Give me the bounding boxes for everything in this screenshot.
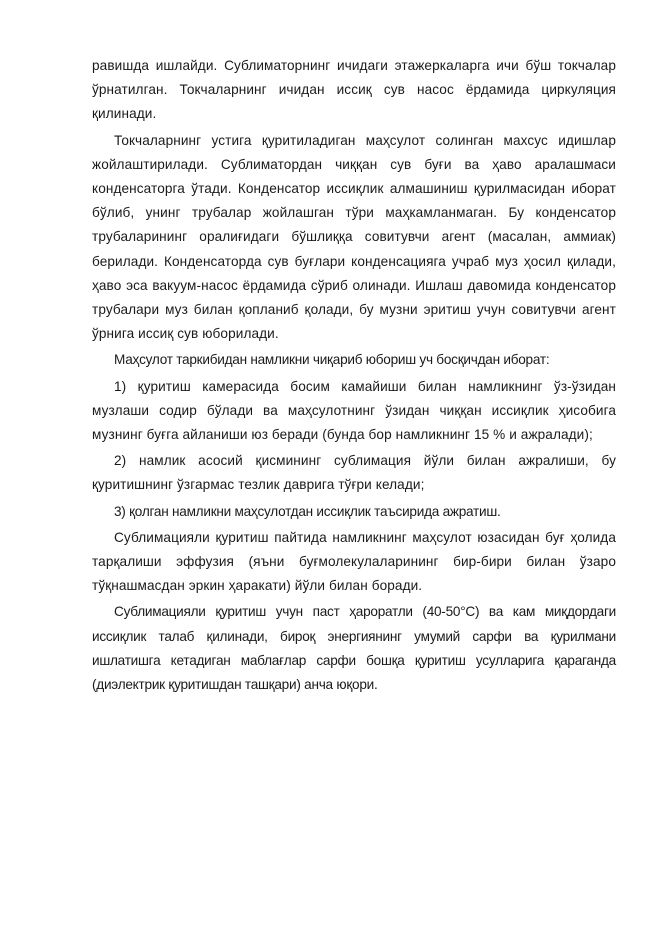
paragraph-stage-1: 1) қуритиш камерасида босим камайиши билан намликнинг ўз-ўзидан музлаши содир бўлади ва маҳсулотнинг ўзидан чиққан иссиқлик ҳисобига музнинг буғга айланиши юз беради (бунда бор намликнинг 15 % и ажралади);: [92, 378, 616, 443]
paragraph-stage-3: 3) қолган намликни маҳсулотдан иссиқлик таъсирида ажратиш.: [114, 503, 501, 519]
document-page: [92, 54, 616, 699]
paragraph-sublimator-shelves: равишда ишлайди. Сублиматорнинг ичидаги этажеркаларга ичи бўш токчалар ўрнатилган. Токчаларнинг ичидан иссиқ сув насос ёрдамида циркуляция қилинади.: [92, 58, 616, 122]
paragraph-energy-cost: Сублимацияли қуритиш учун паст ҳароратли (40-50°С) ва кам миқдордаги иссиқлик талаб қилинади, бироқ энергиянинг умумий сарфи ва қурилмани ишлатишга кетадиган маблағлар сарфи бошқа қуритиш усулларига қараганда (диэлектрик қуритишдан ташқари) анча юқори.: [92, 604, 616, 693]
paragraph-effusion: Сублимацияли қуритиш пайтида намликнинг маҳсулот юзасидан буғ ҳолида тарқалиши эффузия (яъни буғмолекулаларининг бир-бири билан ўзаро тўқнашмасдан эркин ҳаракати) йўли билан боради.: [92, 529, 616, 594]
paragraph-stage-2: 2) намлик асосий қисмининг сублимация йўли билан ажралиши, бу қуритишнинг ўзгармас тезлик даврига тўғри келади;: [92, 453, 616, 493]
paragraph-drying-stages-intro: Маҳсулот таркибидан намликни чиқариб юбориш уч босқичдан иборат:: [114, 352, 550, 368]
paragraph-condenser: Токчаларнинг устига қуритиладиган маҳсулот солинган махсус идишлар жойлаштирилади. Сублиматордан чиққан сув буғи ва ҳаво аралашмаси конденсаторга ўтади. Конденсатор иссиқлик алмашиниш қурилмасидан иборат бўлиб, унинг трубалар жойлашган тўри маҳкамланмаган. Бу конденсатор трубаларининг оралиғидаги бўшлиққа совитувчи агент (масалан, аммиак) берилади. Конденсаторда сув буғлари конденсацияга учраб муз ҳосил қилади, ҳаво эса вакуум-насос ёрдамида сўриб олинади. Ишлаш давомида конденсатор трубалари муз билан қопланиб қолади, бу музни эритиш учун совитувчи агент ўрнига иссиқ сув юборилади.: [92, 132, 616, 342]
